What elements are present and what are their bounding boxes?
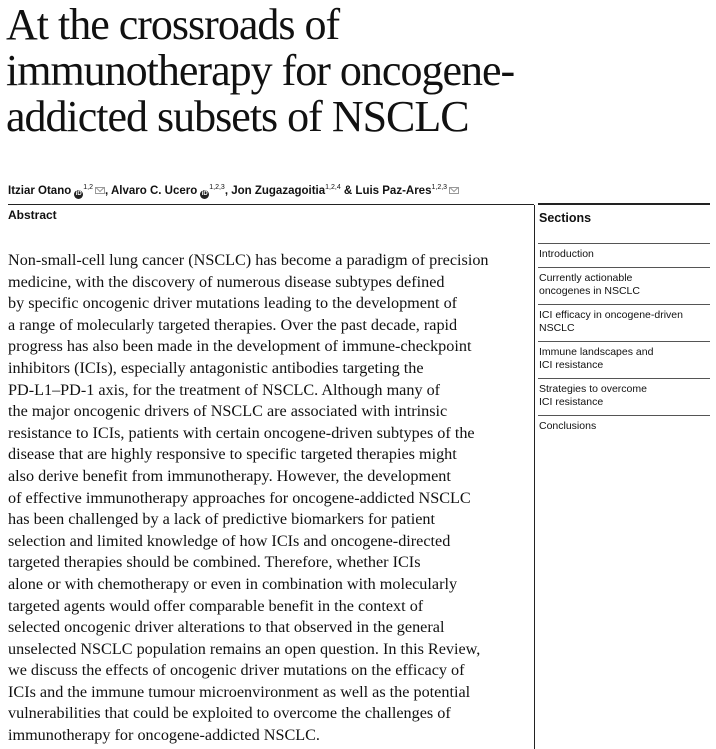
abstract-line: we discuss the effects of oncogenic driver mutations on the efficacy of (8, 661, 465, 680)
title-line: immunotherapy for oncogene- (6, 46, 515, 95)
abstract-body (8, 250, 532, 747)
orcid-icon[interactable]: iD (201, 191, 208, 197)
author-separator: , (224, 185, 232, 197)
abstract-line: medicine, with the discovery of numerous disease subtypes defined (8, 272, 445, 291)
author-name[interactable]: Jon Zugazagoitia (231, 185, 326, 197)
section-link[interactable] (538, 243, 710, 267)
email-icon[interactable] (95, 187, 105, 194)
author-list (8, 183, 459, 199)
section-link-text: ICI efficacy in oncogene-driven (539, 309, 683, 321)
section-link[interactable] (538, 415, 710, 439)
section-link-text: Conclusions (539, 420, 597, 432)
affiliation-numbers: 1,2,4 (325, 184, 341, 192)
abstract-line: resistance to ICIs, patients with certain oncogene-driven subtypes of the (8, 423, 475, 442)
section-link[interactable] (538, 341, 710, 378)
author-separator: & (340, 185, 356, 197)
affiliation-numbers: 1,2,3 (209, 184, 225, 192)
abstract-line: unselected NSCLC population remains an open question. In this Review, (8, 639, 481, 658)
section-link-text: oncogenes in NSCLC (539, 285, 640, 297)
abstract-line: by specific oncogenic driver mutations leading to the development of (8, 294, 458, 313)
affiliation-numbers: 1,2 (83, 184, 93, 192)
section-link-text: NSCLC (539, 322, 575, 334)
section-link-text: Introduction (539, 248, 594, 260)
abstract-line: selection and limited knowledge of how ICIs and oncogene-directed (8, 531, 451, 550)
sections-heading: Sections (539, 211, 592, 225)
abstract-line: also derive benefit from immunotherapy. However, the development (8, 466, 451, 485)
abstract-line: targeted agents would offer comparable benefit in the context of (8, 596, 424, 615)
abstract-top-rule (8, 204, 534, 205)
section-link-text: Immune landscapes and (539, 346, 654, 358)
abstract-line: of effective immunotherapy approaches for oncogene-addicted NSCLC (8, 488, 471, 507)
title-line: At the crossroads of (6, 0, 340, 49)
author-name[interactable]: Itziar Otano (8, 185, 72, 197)
affiliation-numbers: 1,2,3 (431, 184, 448, 192)
section-link[interactable] (538, 304, 710, 341)
abstract-line: immunotherapy for oncogene-addicted NSCLC. (8, 726, 320, 745)
author-separator: , (105, 185, 111, 197)
abstract-line: vulnerabilities that could be exploited to overcome the challenges of (8, 704, 451, 723)
section-link-text: Currently actionable (539, 272, 633, 284)
section-link-text: Strategies to overcome (539, 383, 647, 395)
sections-nav (538, 203, 710, 439)
article-title (6, 2, 706, 140)
column-divider (534, 205, 535, 749)
section-link[interactable] (538, 378, 710, 415)
abstract-line: targeted therapies should be combined. Therefore, whether ICIs (8, 553, 421, 572)
title-line: addicted subsets of NSCLC (6, 92, 469, 141)
abstract-line: a range of molecularly targeted therapies. Over the past decade, rapid (8, 315, 458, 334)
abstract-heading: Abstract (8, 208, 57, 222)
sections-list (538, 243, 710, 439)
abstract-line: the major oncogenic drivers of NSCLC are associated with intrinsic (8, 402, 448, 421)
abstract-line: inhibitors (ICIs), especially antagonistic antibodies targeting the (8, 358, 424, 377)
abstract-line: ICIs and the immune tumour microenvironment as well as the potential (8, 682, 471, 701)
abstract-line: disease that are highly responsive to specific targeted therapies might (8, 445, 457, 464)
author-name[interactable]: Luis Paz-Ares (355, 185, 432, 197)
abstract-line: Non-small-cell lung cancer (NSCLC) has become a paradigm of precision (8, 251, 489, 269)
section-link[interactable] (538, 267, 710, 304)
section-link-text: ICI resistance (539, 359, 604, 371)
abstract-line: alone or with chemotherapy or even in combination with molecularly (8, 574, 458, 593)
author-name[interactable]: Alvaro C. Ucero (110, 185, 198, 197)
abstract-line: PD-L1–PD-1 axis, for the treatment of NSCLC. Although many of (8, 380, 441, 399)
orcid-icon[interactable]: iD (75, 191, 82, 197)
abstract-line: progress has also been made in the development of immune-checkpoint (8, 337, 472, 356)
abstract-line: selected oncogenic driver alterations to that observed in the general (8, 618, 445, 637)
section-link-text: ICI resistance (539, 396, 604, 408)
abstract-line: has been challenged by a lack of predictive biomarkers for patient (8, 510, 435, 529)
email-icon[interactable] (449, 187, 459, 194)
